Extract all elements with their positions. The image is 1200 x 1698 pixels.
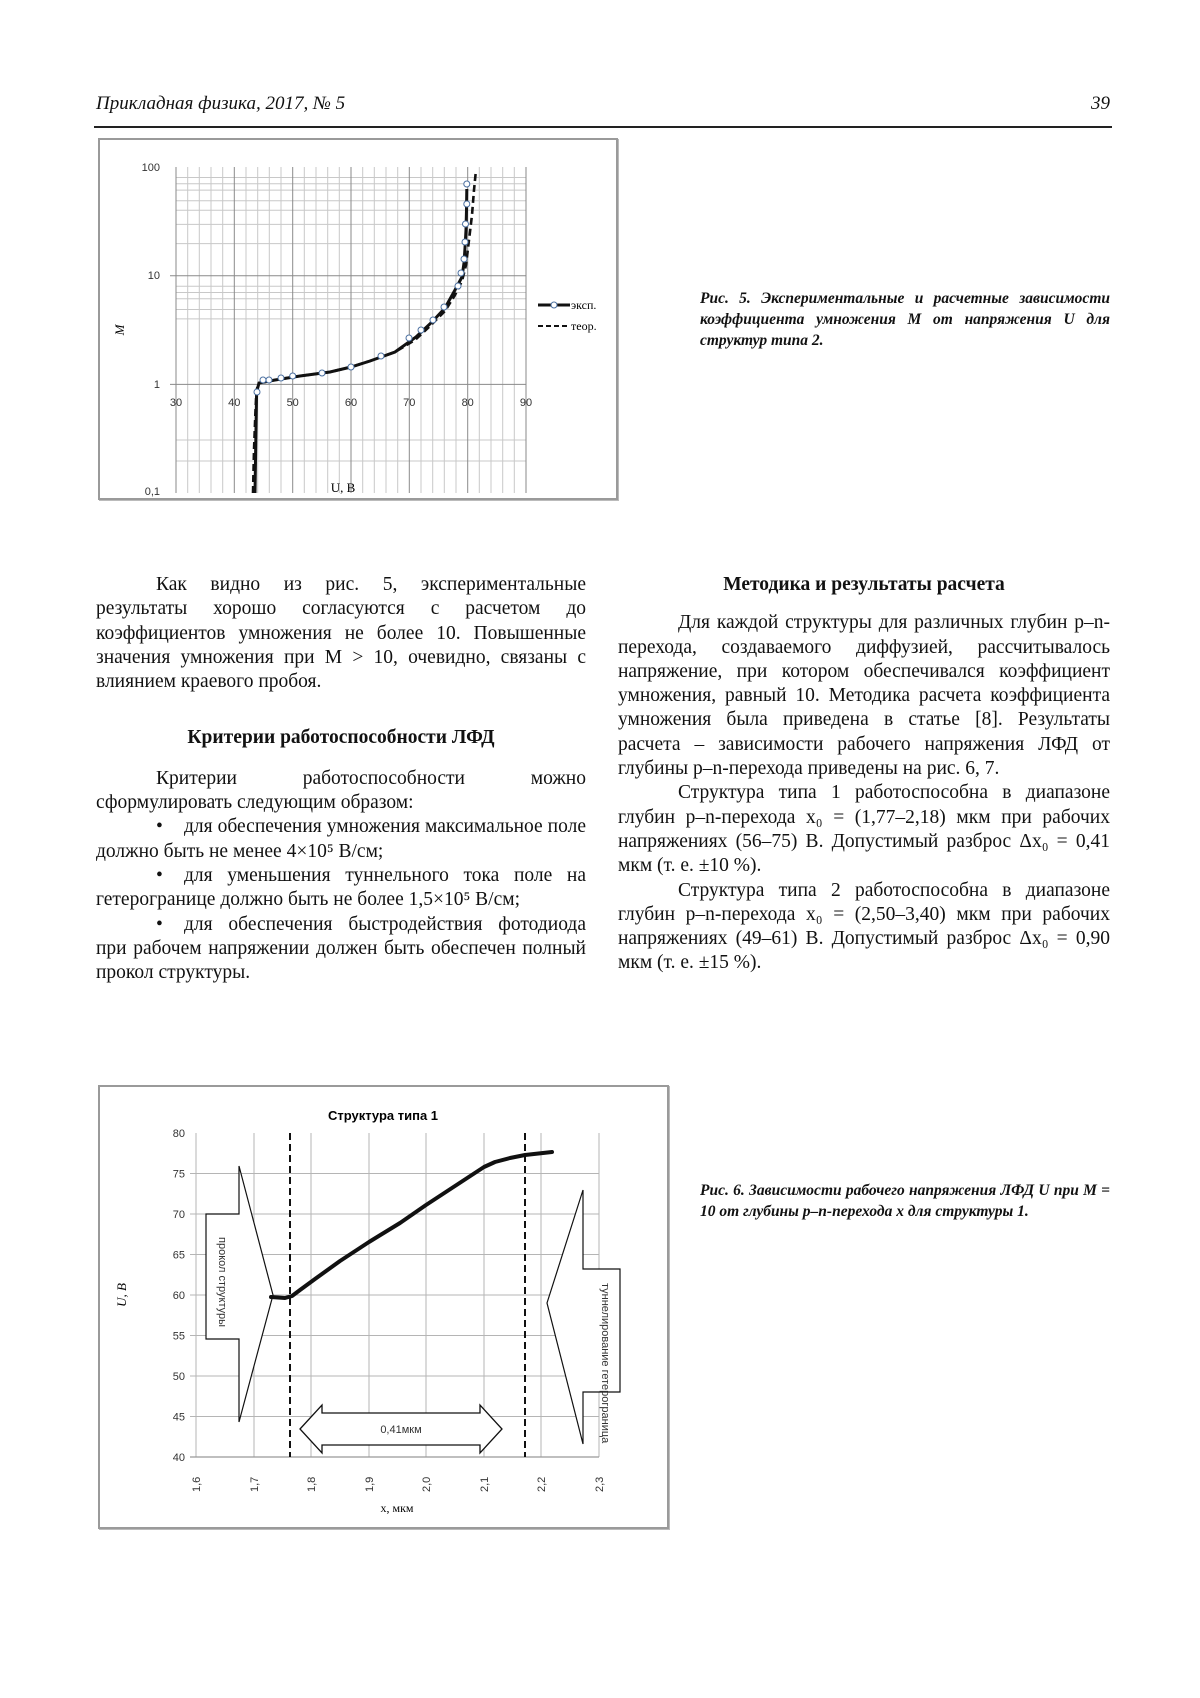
- left-column: [96, 573, 586, 985]
- legend-exp: эксп.: [571, 298, 597, 312]
- bullet-item: • для обеспечения быстродействия фотодиода при рабочем напряжении должен быть обеспечен полный прокол структуры.: [96, 913, 586, 984]
- fig5-xtick: 90: [519, 397, 533, 409]
- bullet-icon: •: [156, 816, 163, 838]
- fig6-ytick: 45: [172, 1411, 185, 1424]
- fig5-ytick: 10: [147, 270, 160, 282]
- fig5-ylabel: M: [112, 324, 127, 336]
- fig6-annotation-right: туннелирование гетерограница: [599, 1283, 611, 1444]
- paragraph: Критерии работоспособности можно сформулировать следующим образом:: [96, 767, 586, 814]
- fig6-xtick: 1,7: [249, 1476, 261, 1492]
- fig6-ytick: 65: [172, 1249, 185, 1262]
- fig6-xtick: 1,8: [306, 1476, 318, 1492]
- fig6-ytick: 70: [172, 1209, 185, 1221]
- figure-5-chart: [100, 140, 616, 498]
- fig5-xtick: 30: [169, 397, 183, 409]
- fig6-xtick: 2,0: [421, 1476, 433, 1492]
- fig6-ytick: 75: [172, 1168, 185, 1181]
- fig6-xtick: 2,3: [594, 1476, 606, 1492]
- fig6-ytick: 60: [172, 1290, 185, 1302]
- section-heading: Критерии работоспособности ЛФД: [187, 727, 495, 749]
- fig6-xtick: 1,9: [364, 1476, 376, 1492]
- fig5-ytick: 100: [141, 162, 160, 174]
- fig5-xtick: 60: [344, 397, 358, 409]
- bullet-icon: •: [156, 864, 163, 886]
- fig6-ytick: 80: [172, 1128, 185, 1140]
- fig6-xlabel: x, мкм: [380, 1501, 414, 1515]
- figure-6-chart: [100, 1087, 667, 1527]
- fig5-xtick: 70: [403, 397, 416, 409]
- figure-5: [98, 138, 618, 500]
- figure-5-caption: Рис. 5. Экспериментальные и расчетные зависимости коэффициента умножения M от напряжения U для структур типа 2.: [700, 290, 1110, 349]
- paragraph: Структура типа 1 работоспособна в диапазоне глубин p–n-перехода x₀ = (1,77–2,18) мкм при рабочих напряжениях (56–75) В. Допустимый разброс Δx₀ = 0,41 мкм (т. е. ±10 %).: [618, 782, 1110, 877]
- fig5-theory-curve: [253, 170, 476, 493]
- bullet-item: • для уменьшения туннельного тока поле на гетерогранице должно быть не более 1,5×10⁵ В/см;: [96, 864, 586, 911]
- section-heading: Методика и результаты расчета: [723, 574, 1005, 595]
- fig5-xtick: 50: [286, 397, 299, 409]
- fig5-exp-curve: [255, 189, 467, 493]
- legend-theory: теор.: [571, 319, 597, 333]
- fig5-ytick: 0,1: [144, 486, 160, 498]
- fig5-legend: [538, 298, 597, 333]
- fig6-ytick: 55: [172, 1330, 185, 1343]
- fig6-ylabel: U, В: [114, 1283, 129, 1307]
- fig5-xtick: 80: [461, 397, 474, 409]
- paragraph: Как видно из рис. 5, экспериментальные результаты хорошо согласуются с расчетом до коэффициентов умножения не более 10. Повышенные значения умножения при M > 10, очевидно, связаны с влиянием краевого пробоя.: [96, 574, 586, 693]
- bullet-item: • для обеспечения умножения максимальное поле должно быть не менее 4×10⁵ В/см;: [96, 816, 586, 862]
- fig6-ytick: 50: [172, 1371, 185, 1383]
- fig5-major-grid: [170, 167, 526, 493]
- fig6-xtick: 1,6: [191, 1476, 203, 1492]
- journal-title: Прикладная физика, 2017, № 5: [96, 93, 346, 114]
- fig6-ytick: 40: [172, 1452, 185, 1464]
- fig5-ytick: 1: [153, 379, 160, 391]
- fig5-xlabel: U, В: [330, 480, 356, 495]
- paragraph: Структура типа 2 работоспособна в диапазоне глубин p–n-перехода x₀ = (2,50–3,40) мкм при рабочих напряжениях (49–61) В. Допустимый разброс Δx₀ = 0,90 мкм (т. е. ±15 %).: [618, 879, 1110, 974]
- header-divider: [94, 126, 1112, 128]
- page-number: 39: [1091, 93, 1110, 114]
- right-column: [618, 573, 1110, 976]
- fig6-annotation-left: прокол структуры: [216, 1237, 228, 1328]
- figure-6-caption: Рис. 6. Зависимости рабочего напряжения ЛФД U при M = 10 от глубины p–n-перехода x для структуры 1.: [700, 1182, 1110, 1220]
- figure-6: [98, 1085, 669, 1529]
- fig6-title: Структура типа 1: [327, 1108, 439, 1123]
- bullet-icon: •: [156, 913, 163, 935]
- paragraph: Для каждой структуры для различных глубин p–n-перехода, создаваемого диффузией, рассчитывалось напряжение, при котором обеспечивался коэффициент умножения, равный 10. Методика расчета коэффициента умножения была приведена в статье [8]. Результаты расчета – зависимости рабочего напряжения ЛФД от глубины p–n-перехода приведены на рис. 6, 7.: [618, 612, 1110, 780]
- fig6-xtick: 2,2: [536, 1476, 548, 1492]
- fig5-xtick: 40: [228, 397, 241, 409]
- fig6-range-label: 0,41мкм: [380, 1424, 422, 1436]
- fig6-xtick: 2,1: [479, 1476, 491, 1492]
